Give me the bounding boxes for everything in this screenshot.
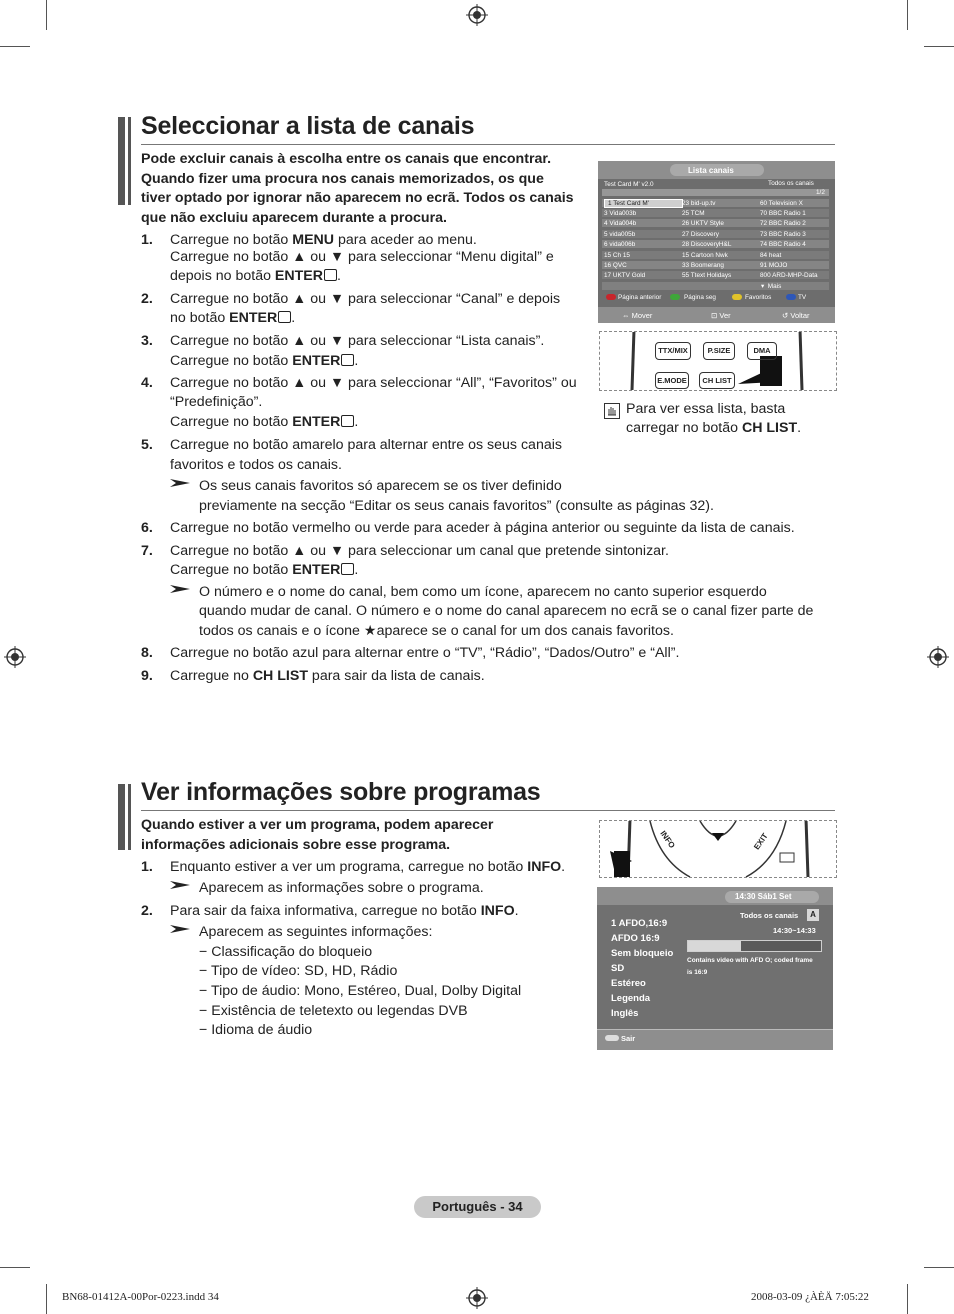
note-hand-icon bbox=[604, 403, 620, 419]
info-time: 14:30 Sáb1 Set bbox=[735, 892, 792, 901]
channel-entry: 26 UKTV Style bbox=[682, 220, 724, 228]
note-arrow-icon bbox=[170, 924, 190, 934]
step-text: Carregue no botão ▲ ou ▼ para seleccionar “Canal” e depois bbox=[170, 291, 561, 307]
step-number: 4. bbox=[141, 375, 153, 391]
step-number: 9. bbox=[141, 668, 153, 684]
channel-entry: 91 MOJO bbox=[760, 262, 788, 270]
step-number: 6. bbox=[141, 520, 153, 536]
channel-entry: 60 Television X bbox=[760, 200, 803, 207]
info-description: Contains video with AFD O; coded frame bbox=[687, 957, 813, 964]
enter-icon bbox=[341, 354, 354, 366]
step-number: 3. bbox=[141, 333, 153, 349]
step-text: Carregue no botão ▲ ou ▼ para seleccionar um canal que pretende sintonizar. bbox=[170, 543, 669, 559]
screen-title: Lista canais bbox=[688, 166, 734, 175]
info-description: is 16:9 bbox=[687, 969, 708, 976]
note-arrow-icon bbox=[170, 478, 190, 488]
channel-entry: 15 Cartoon Nwk bbox=[682, 252, 728, 259]
info-exit-label: Sair bbox=[621, 1034, 636, 1043]
enter-icon bbox=[341, 563, 354, 575]
step-text: Carregue no botão vermelho ou verde para aceder à página anterior ou seguinte da lista de canais. bbox=[170, 520, 795, 536]
step-text: depois no botão ENTER . bbox=[170, 268, 341, 284]
screen-bottom-move: ⇔ Mover bbox=[622, 311, 653, 320]
section-rule bbox=[141, 144, 835, 145]
step-text: Carregue no botão ENTER . bbox=[170, 353, 359, 369]
channel-entry: 55 Ttext Holidays bbox=[682, 272, 732, 280]
step-text: no botão ENTER . bbox=[170, 310, 296, 326]
note-text: O número e o nome do canal, bem como um ícone, aparecem no canto superior esquerdo bbox=[199, 584, 767, 600]
registration-mark-icon bbox=[4, 646, 26, 668]
screen-bottom-view: ⊡ Ver bbox=[711, 311, 731, 320]
step-text: Carregue no botão azul para alternar entre o “TV”, “Rádio”, “Dados/Outro” e “All”. bbox=[170, 645, 680, 661]
channel-entry: 23 bid-up.tv bbox=[682, 200, 716, 207]
p-size-button: P.SIZE bbox=[703, 342, 735, 360]
channel-entry: 70 BBC Radio 1 bbox=[760, 210, 806, 218]
note-arrow-icon bbox=[170, 584, 190, 594]
exit-button: EXIT bbox=[752, 831, 770, 852]
legend-label: Favoritos bbox=[745, 294, 772, 301]
step-number: 1. bbox=[141, 859, 153, 875]
step-number: 2. bbox=[141, 291, 153, 307]
note-text: Os seus canais favoritos só aparecem se os tiver definido bbox=[199, 478, 562, 494]
registration-mark-icon bbox=[466, 4, 488, 26]
info-item: − Classificação do bloqueio bbox=[199, 944, 373, 960]
step-text: Carregue no botão amarelo para alternar entre os seus canais bbox=[170, 437, 562, 453]
note-text: previamente na secção “Editar os seus canais favoritos” (consulte as páginas 32). bbox=[199, 498, 714, 514]
channel-entry: 74 BBC Radio 4 bbox=[760, 240, 806, 248]
step-number: 2. bbox=[141, 903, 153, 919]
step-text: “Predefinição”. bbox=[170, 394, 263, 410]
step-text: Carregue no CH LIST para sair da lista de canais. bbox=[170, 668, 485, 684]
info-channel-group: Todos os canais bbox=[740, 911, 799, 920]
enter-icon bbox=[324, 269, 337, 281]
ch-list-button: CH LIST bbox=[699, 372, 735, 389]
screen-left-header: Test Card M' v2.0 bbox=[604, 181, 654, 188]
info-item: − Idioma de áudio bbox=[199, 1022, 313, 1038]
section-bar bbox=[118, 784, 125, 850]
enter-icon bbox=[278, 311, 291, 323]
legend-label: TV bbox=[798, 294, 807, 301]
channel-entry: 1 Test Card M' bbox=[604, 199, 683, 208]
section-intro: Pode excluir canais à escolha entre os canais que encontrar. Quando fizer uma procura nos canais memorizados, os que tiver optado por ignorar não aparecem no ecrã. Todos os canais que não excluiu aparecem durante a procura. bbox=[141, 151, 574, 226]
channel-entry: 25 TCM bbox=[682, 210, 705, 218]
note-arrow-icon bbox=[170, 880, 190, 890]
step-number: 7. bbox=[141, 543, 153, 559]
step-text: Carregue no botão ENTER . bbox=[170, 414, 359, 430]
exit-key-icon bbox=[605, 1035, 619, 1041]
step-text: Carregue no botão ▲ ou ▼ para seleccionar “All”, “Favoritos” ou bbox=[170, 375, 577, 391]
channel-entry: 84 heat bbox=[760, 252, 782, 259]
info-item: − Existência de teletexto ou legendas DVB bbox=[199, 1003, 468, 1019]
section-intro: Quando estiver a ver um programa, podem aparecer informações adicionais sobre esse programa. bbox=[141, 817, 494, 853]
note-text: carregar no botão CH LIST. bbox=[626, 420, 802, 436]
channel-entry: 17 UKTV Gold bbox=[604, 272, 646, 280]
step-number: 8. bbox=[141, 645, 153, 661]
channel-entry: 16 QVC bbox=[604, 262, 627, 270]
note-text: quando mudar de canal. O número e o nome do canal aparecem no ecrã se o canal fizer parte de bbox=[199, 603, 814, 619]
footer-date: 2008-03-09 ¿ÀÈÄ 7:05:22 bbox=[751, 1291, 869, 1303]
section-bar bbox=[118, 117, 125, 205]
step-number: 5. bbox=[141, 437, 153, 453]
screen-more: ▾ Mais bbox=[761, 283, 782, 290]
screen-bottom-back: ↺ Voltar bbox=[782, 311, 810, 320]
step-text: Para sair da faixa informativa, carregue no botão INFO. bbox=[170, 903, 519, 919]
blue-key-icon bbox=[786, 294, 796, 300]
registration-mark-icon bbox=[466, 1287, 488, 1309]
screen-right-header: Todos os canais bbox=[768, 180, 814, 187]
e-mode-button: E.MODE bbox=[655, 372, 689, 389]
channel-entry: 73 BBC Radio 3 bbox=[760, 230, 806, 238]
step-text: Carregue no botão ▲ ou ▼ para seleccionar “Lista canais”. bbox=[170, 333, 545, 349]
info-item: − Tipo de vídeo: SD, HD, Rádio bbox=[199, 963, 398, 979]
channel-entry: 800 ARD-MHP-Data bbox=[760, 272, 818, 280]
channel-entry: 28 DiscoveryH&L bbox=[682, 240, 732, 248]
step-text: Carregue no botão MENU para aceder ao menu. bbox=[170, 232, 477, 248]
info-left-list: 1 AFDO,16:9 AFDO 16:9 Sem bloqueio SD Estéreo Legenda Inglês bbox=[611, 918, 674, 1019]
star-icon: ★ bbox=[363, 623, 377, 639]
screen-page: 1/2 bbox=[816, 189, 825, 196]
channel-entry: 72 BBC Radio 2 bbox=[760, 220, 806, 228]
info-button: INFO bbox=[658, 829, 677, 850]
enter-icon bbox=[341, 415, 354, 427]
yellow-key-icon bbox=[732, 294, 742, 300]
channel-entry: 15 Ch 15 bbox=[604, 252, 630, 259]
info-progress-bar bbox=[687, 940, 822, 952]
channel-list-screen bbox=[598, 161, 835, 323]
info-badge: A bbox=[807, 909, 819, 921]
channel-entry: 6 vida006b bbox=[604, 240, 636, 248]
page-number: Português - 34 bbox=[432, 1199, 523, 1214]
legend-label: Página seg bbox=[684, 294, 716, 301]
section-bar bbox=[128, 784, 131, 850]
info-times: 14:30~14:33 bbox=[773, 926, 816, 935]
note-text: Aparecem as seguintes informações: bbox=[199, 924, 433, 940]
channel-entry: 27 Discovery bbox=[682, 230, 719, 238]
note-text: Aparecem as informações sobre o programa. bbox=[199, 880, 484, 896]
info-item: − Tipo de áudio: Mono, Estéreo, Dual, Dolby Digital bbox=[199, 983, 522, 999]
remote-illustration bbox=[599, 820, 837, 878]
legend-label: Página anterior bbox=[618, 294, 662, 301]
section-title: Ver informações sobre programas bbox=[141, 778, 541, 806]
footer-file: BN68-01412A-00Por-0223.indd 34 bbox=[62, 1291, 219, 1303]
section-bar bbox=[128, 117, 131, 205]
dma-button: DMA bbox=[747, 342, 777, 360]
note-text: todos os canais e o ícone ★aparece se o canal for um dos canais favoritos. bbox=[199, 623, 674, 639]
info-banner-screen bbox=[597, 887, 833, 1049]
channel-entry: 33 Boomerang bbox=[682, 262, 724, 270]
step-text: favoritos e todos os canais. bbox=[170, 457, 342, 473]
step-number: 1. bbox=[141, 232, 153, 248]
step-text: Carregue no botão ENTER . bbox=[170, 562, 359, 578]
red-key-icon bbox=[606, 294, 616, 300]
remote-illustration bbox=[599, 331, 837, 391]
channel-entry: 5 vida005b bbox=[604, 230, 636, 238]
step-text: Carregue no botão ▲ ou ▼ para seleccionar “Menu digital” e bbox=[170, 249, 554, 265]
ttx-mix-button: TTX/MIX bbox=[655, 342, 691, 360]
channel-entry: 4 Vida004b bbox=[604, 220, 637, 228]
section-rule bbox=[141, 810, 835, 811]
registration-mark-icon bbox=[927, 646, 949, 668]
channel-entry: 3 Vida003b bbox=[604, 210, 637, 218]
step-text: Enquanto estiver a ver um programa, carregue no botão INFO. bbox=[170, 859, 566, 875]
section-title: Seleccionar a lista de canais bbox=[141, 112, 475, 140]
green-key-icon bbox=[670, 294, 680, 300]
note-text: Para ver essa lista, basta bbox=[626, 401, 786, 417]
